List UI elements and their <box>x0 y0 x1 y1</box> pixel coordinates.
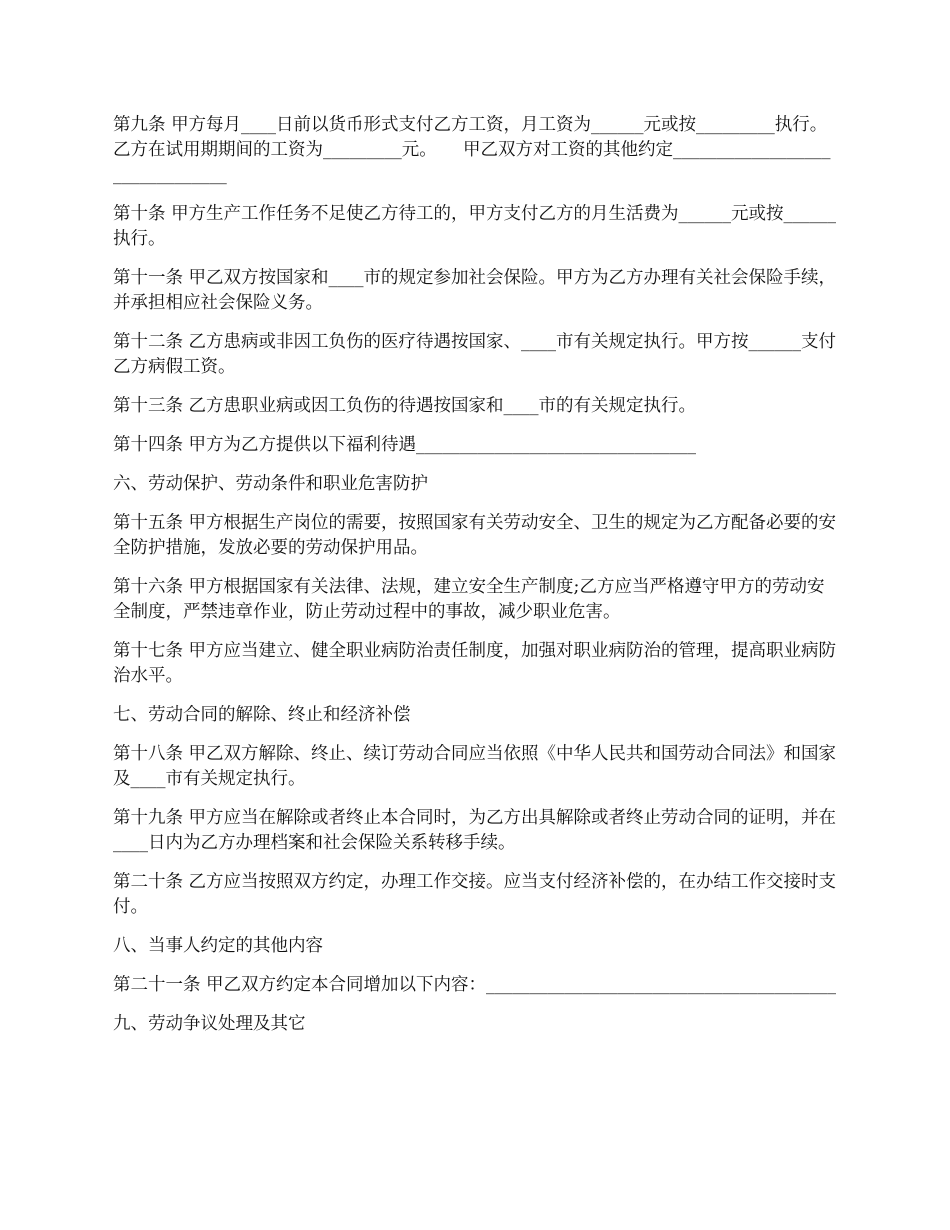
article-20: 第二十条 乙方应当按照双方约定，办理工作交接。应当支付经济补偿的，在办结工作交接时支付。 <box>113 872 837 917</box>
section-heading-9: 九、劳动争议处理及其它 <box>113 1014 306 1034</box>
section-heading-6: 六、劳动保护、劳动条件和职业危害防护 <box>113 474 428 494</box>
article-15: 第十五条 甲方根据生产岗位的需要，按照国家有关劳动安全、卫生的规定为乙方配备必要的安全防护措施，发放必要的劳动保护用品。 <box>113 513 837 558</box>
section-heading-8: 八、当事人约定的其他内容 <box>113 936 323 956</box>
article-16: 第十六条 甲方根据国家有关法律、法规，建立安全生产制度;乙方应当严格遵守甲方的劳动安全制度，严禁违章作业，防止劳动过程中的事故，减少职业危害。 <box>113 577 825 622</box>
article-18: 第十八条 甲乙双方解除、终止、续订劳动合同应当依照《中华人民共和国劳动合同法》和国家及____市有关规定执行。 <box>113 744 837 789</box>
article-10: 第十条 甲方生产工作任务不足使乙方待工的，甲方支付乙方的月生活费为______元或按______执行。 <box>113 204 837 249</box>
article-19: 第十九条 甲方应当在解除或者终止本合同时，为乙方出具解除或者终止劳动合同的证明，并在____日内为乙方办理档案和社会保险关系转移手续。 <box>113 808 837 853</box>
article-17: 第十七条 甲方应当建立、健全职业病防治责任制度，加强对职业病防治的管理，提高职业病防治水平。 <box>113 641 837 686</box>
article-11: 第十一条 甲乙双方按国家和____市的规定参加社会保险。甲方为乙方办理有关社会保险手续，并承担相应社会保险义务。 <box>113 268 837 313</box>
article-13: 第十三条 乙方患职业病或因工负伤的待遇按国家和____市的有关规定执行。 <box>113 396 697 416</box>
article-9: 第九条 甲方每月____日前以货币形式支付乙方工资，月工资为______元或按_________执行。 乙方在试用期期间的工资为_________元。 甲乙双方对工资的其他约定_______________________________ <box>113 115 854 185</box>
article-14: 第十四条 甲方为乙方提供以下福利待遇________________________________ <box>113 435 697 455</box>
article-21: 第二十一条 甲乙双方约定本合同增加以下内容：________________________________________ <box>113 975 837 995</box>
article-12: 第十二条 乙方患病或非因工负伤的医疗待遇按国家、____市有关规定执行。甲方按______支付乙方病假工资。 <box>113 332 837 377</box>
section-heading-7: 七、劳动合同的解除、终止和经济补偿 <box>113 705 411 725</box>
document-body <box>113 113 854 1051</box>
